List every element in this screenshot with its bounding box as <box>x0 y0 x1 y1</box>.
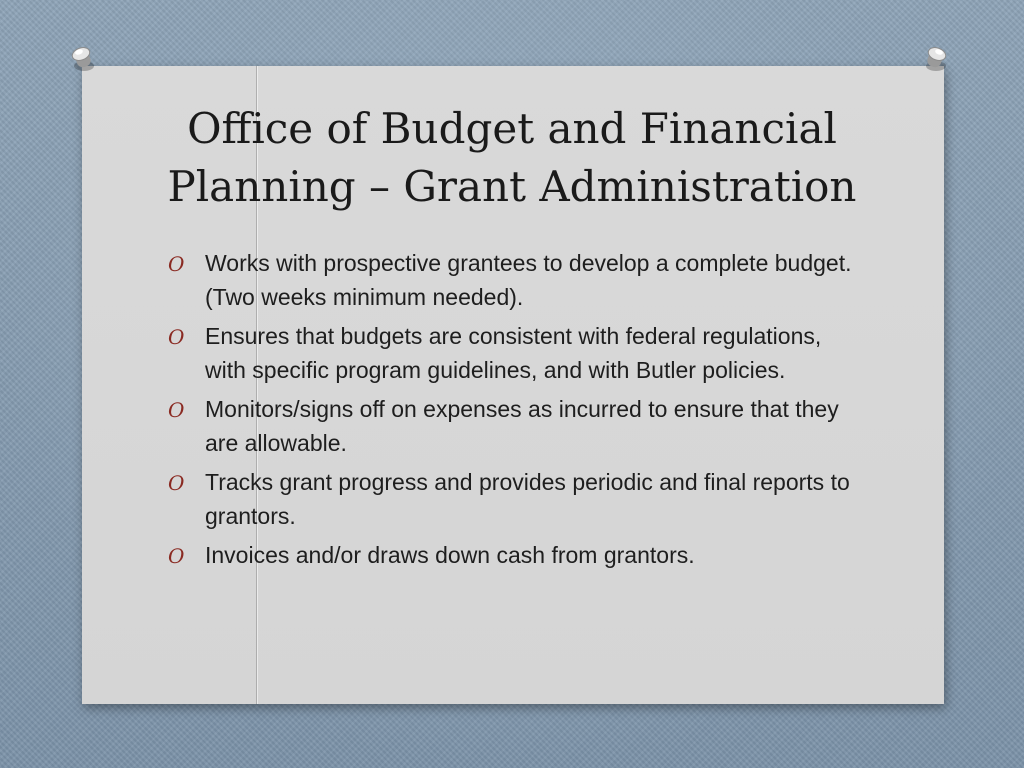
bullet-text: Monitors/signs off on expenses as incurred to ensure that they are allowable. <box>205 396 839 456</box>
bullet-text: Ensures that budgets are consistent with federal regulations, with specific program guidelines, and with Butler policies. <box>205 323 822 383</box>
bullet-marker-icon: O <box>168 398 185 422</box>
bullet-marker-icon: O <box>168 544 185 568</box>
bullet-text: Invoices and/or draws down cash from grantors. <box>205 542 695 568</box>
bullet-marker-icon: O <box>168 471 185 495</box>
bullet-marker-icon: O <box>168 325 185 349</box>
bullet-text: Tracks grant progress and provides periodic and final reports to grantors. <box>205 469 850 529</box>
bullet-marker-icon: O <box>168 252 185 276</box>
bullet-item <box>168 465 868 533</box>
bullet-list <box>168 246 868 577</box>
bullet-item <box>168 392 868 460</box>
bullet-item <box>168 319 868 387</box>
thumbtack-icon <box>68 44 98 74</box>
thumbtack-icon <box>920 44 950 74</box>
slide-title: Office of Budget and Financial Planning – Grant Administration <box>167 104 857 211</box>
bullet-text: Works with prospective grantees to develop a complete budget. (Two weeks minimum needed). <box>205 250 852 310</box>
bullet-item <box>168 246 868 314</box>
bullet-item <box>168 538 868 572</box>
